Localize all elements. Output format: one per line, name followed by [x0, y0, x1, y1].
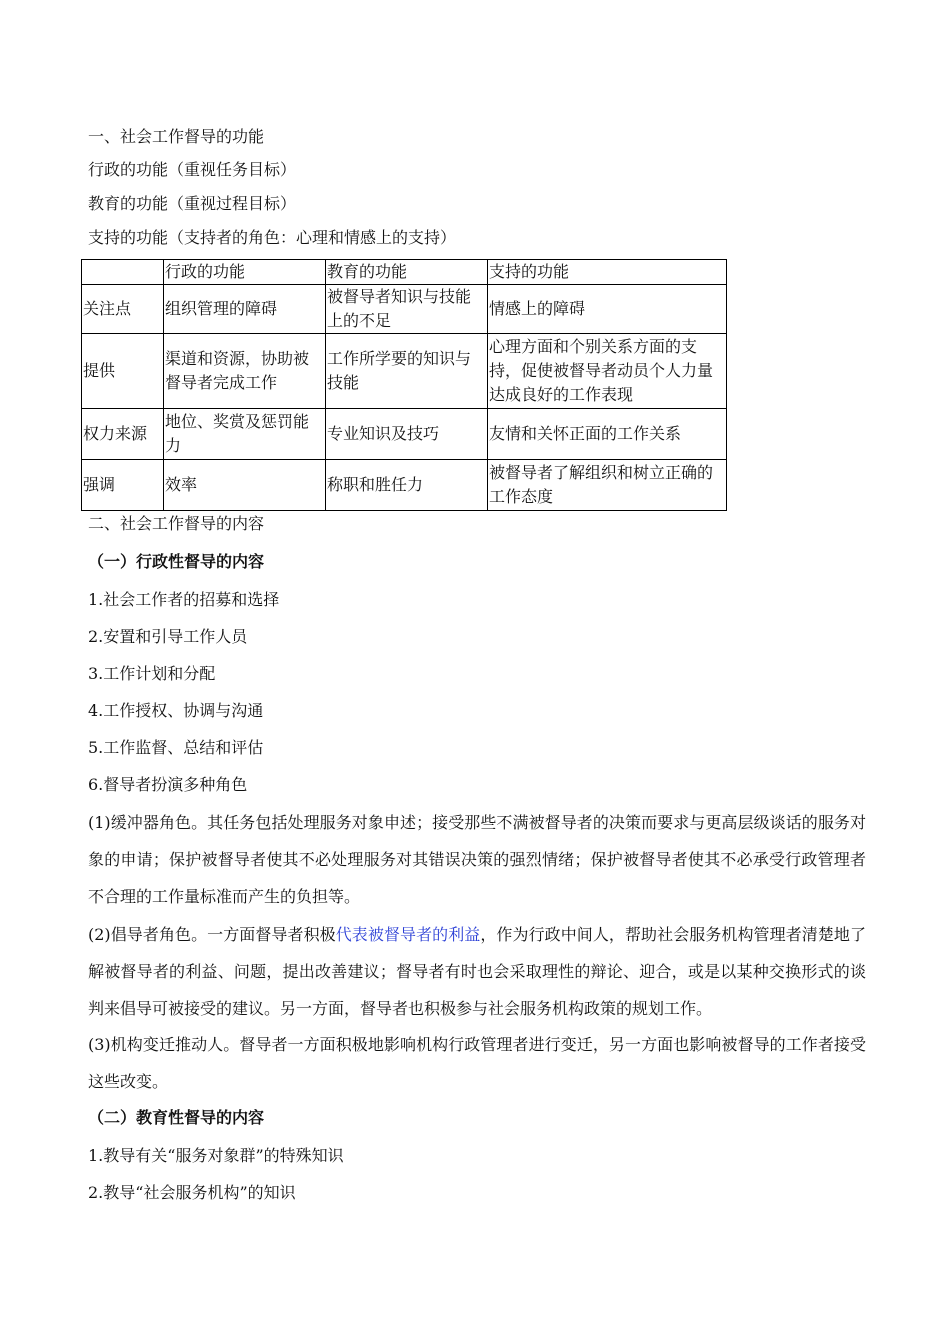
- table-header-cell: [82, 260, 164, 285]
- list-item: 6.督导者扮演多种角色: [88, 775, 248, 794]
- table-header-cell: 教育的功能: [326, 260, 488, 285]
- section-heading-functions: 一、社会工作督导的功能: [88, 127, 265, 146]
- table-cell: 被督导者了解组织和树立正确的工作态度: [488, 460, 727, 511]
- role-change-agent-paragraph: (3)机构变迁推动人。督导者一方面积极地影响机构行政管理者进行变迁，另一方面也影响被督导的工作者接受这些改变。: [88, 1035, 866, 1091]
- table-cell: 效率: [164, 460, 326, 511]
- subheading-education-supervision: （二）教育性督导的内容: [88, 1108, 265, 1127]
- table-cell: 渠道和资源，协助被督导者完成工作: [164, 334, 326, 409]
- role-advocate-text-a: (2)倡导者角色。一方面督导者积极: [88, 925, 336, 944]
- table-row: [82, 409, 727, 460]
- table-header-cell: 行政的功能: [164, 260, 326, 285]
- table-cell: 地位、奖赏及惩罚能力: [164, 409, 326, 460]
- table-cell: 工作所学要的知识与技能: [326, 334, 488, 409]
- table-cell: 心理方面和个别关系方面的支持，促使被督导者动员个人力量达成良好的工作表现: [488, 334, 727, 409]
- role-advocate-text-b: ，作为行政中间人，帮助社会服务机构管理者清楚地了解被督导者的利益、问题，提出改善建议；督导者有时也会采取理性的辩论、迎合，或是以某种交换形式的谈判来倡导可被接受的建议。另一方面，督导者也积极参与社会服务机构政策的规划工作。: [88, 925, 866, 1018]
- table-cell: 称职和胜任力: [326, 460, 488, 511]
- table-row-label: 强调: [82, 460, 164, 511]
- table-cell: 组织管理的障碍: [164, 285, 326, 334]
- list-item: 4.工作授权、协调与沟通: [88, 701, 264, 720]
- education-function-line: 教育的功能（重视过程目标）: [88, 194, 297, 213]
- table-row-label: 提供: [82, 334, 164, 409]
- list-item: 1.教导有关“服务对象群”的特殊知识: [88, 1146, 344, 1165]
- table-row: [82, 460, 727, 511]
- table-row-label: 关注点: [82, 285, 164, 334]
- table-row-label: 权力来源: [82, 409, 164, 460]
- functions-table: [81, 259, 727, 511]
- list-item: 2.安置和引导工作人员: [88, 627, 248, 646]
- table-cell: 被督导者知识与技能上的不足: [326, 285, 488, 334]
- support-function-line: 支持的功能（支持者的角色：心理和情感上的支持）: [88, 228, 457, 247]
- list-item: 3.工作计划和分配: [88, 664, 216, 683]
- admin-function-line: 行政的功能（重视任务目标）: [88, 160, 297, 179]
- table-row: [82, 285, 727, 334]
- list-item: 1.社会工作者的招募和选择: [88, 590, 280, 609]
- table-cell: 情感上的障碍: [488, 285, 727, 334]
- table-cell: 专业知识及技巧: [326, 409, 488, 460]
- role-advocate-paragraph: [88, 916, 866, 1027]
- list-item: 5.工作监督、总结和评估: [88, 738, 264, 757]
- advocate-interest-link[interactable]: 代表被督导者的利益: [335, 925, 481, 944]
- table-header-row: [82, 260, 727, 285]
- section-heading-content: 二、社会工作督导的内容: [88, 514, 265, 533]
- list-item: 2.教导“社会服务机构”的知识: [88, 1183, 296, 1202]
- table-header-cell: 支持的功能: [488, 260, 727, 285]
- role-buffer-paragraph: (1)缓冲器角色。其任务包括处理服务对象申述；接受那些不满被督导者的决策而要求与更高层级谈话的服务对象的申请；保护被督导者使其不必处理服务对其错误决策的强烈情绪；保护被督导者使其不必承受行政管理者不合理的工作量标准而产生的负担等。: [88, 813, 866, 906]
- subheading-admin-supervision: （一）行政性督导的内容: [88, 552, 265, 571]
- table-row: [82, 334, 727, 409]
- table-cell: 友情和关怀正面的工作关系: [488, 409, 727, 460]
